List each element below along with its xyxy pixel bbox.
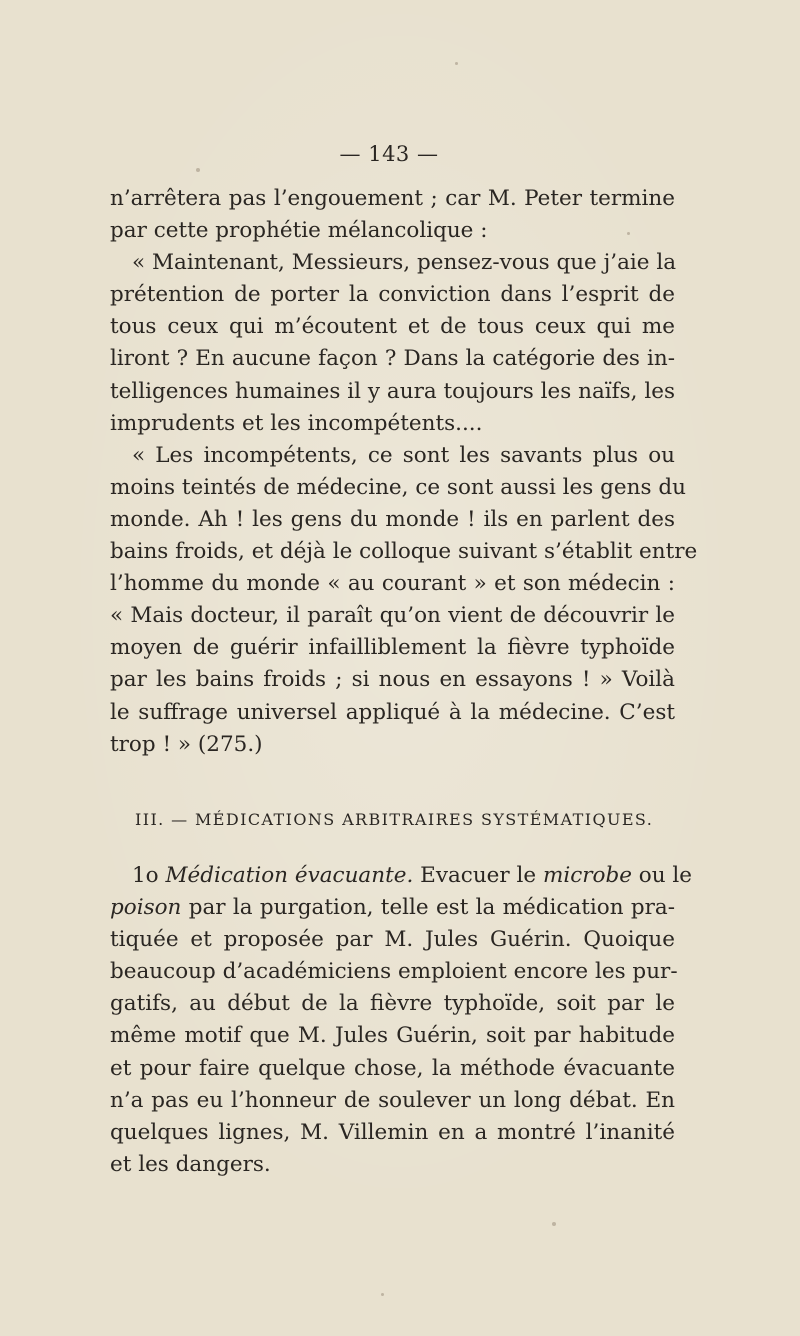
text-line: imprudents et les incompétents....: [110, 410, 483, 436]
text-line: bains froids, et déjà le colloque suivant s’établit entre: [110, 539, 698, 565]
emphasis-word: microbe: [542, 863, 632, 888]
paper-speck: [455, 62, 458, 65]
text-line: gatifs, au début de la fièvre typhoïde, soit par le: [110, 991, 675, 1017]
text-line: n’arrêtera pas l’engouement ; car M. Peter termine: [110, 186, 675, 211]
text-line: « Les incompétents, ce sont les savants plus ou: [132, 442, 675, 468]
text-fragment: ou le: [631, 863, 693, 888]
section-heading: III. — MÉDICATIONS ARBITRAIRES SYSTÉMATIQUES.: [135, 810, 654, 829]
paper-speck: [196, 168, 200, 172]
text-line: prétention de porter la conviction dans l’esprit de: [110, 282, 675, 308]
text-line: telligences humaines il y aura toujours les naïfs, les: [110, 378, 675, 404]
body-text-top: [110, 183, 698, 761]
text-line: quelques lignes, M. Villemin en a montré l’inanité: [110, 1119, 675, 1145]
text-line: monde. Ah ! les gens du monde ! ils en parlent des: [110, 506, 675, 532]
text-fragment: par la purgation, telle est la médication pra-: [181, 895, 675, 921]
page-number: — 143 —: [339, 142, 439, 166]
text-line: [110, 892, 675, 924]
body-text-section: [110, 860, 693, 1181]
text-line: le suffrage universel appliqué à la médecine. C’est: [110, 699, 675, 725]
text-line: liront ? En aucune façon ? Dans la catégorie des in-: [110, 346, 675, 372]
text-line: moyen de guérir infailliblement la fièvre typhoïde: [110, 635, 675, 661]
text-line: et les dangers.: [110, 1151, 271, 1177]
section-number: 1o: [132, 863, 159, 888]
text-line: par les bains froids ; si nous en essayons ! » Voilà: [110, 667, 675, 693]
text-line: tiquée et proposée par M. Jules Guérin. Quoique: [110, 927, 675, 953]
text-line: même motif que M. Jules Guérin, soit par habitude: [110, 1023, 675, 1049]
paper-speck: [552, 1222, 556, 1226]
paper-speck: [381, 1293, 384, 1296]
emphasis-word: poison: [110, 895, 182, 921]
text-line: par cette prophétie mélancolique :: [110, 218, 488, 244]
text-line: tous ceux qui m’écoutent et de tous ceux qui me: [110, 314, 675, 340]
text-line: beaucoup d’académiciens emploient encore les pur-: [110, 959, 678, 985]
text-line: l’homme du monde « au courant » et son médecin :: [110, 571, 675, 597]
text-line: [110, 860, 693, 892]
text-line: et pour faire quelque chose, la méthode évacuante: [110, 1055, 675, 1081]
text-line: n’a pas eu l’honneur de soulever un long débat. En: [110, 1087, 675, 1113]
text-line: trop ! » (275.): [110, 731, 263, 757]
text-line: moins teintés de médecine, ce sont aussi les gens du: [110, 474, 686, 500]
text-fragment: Evacuer le: [413, 863, 543, 888]
text-line: « Mais docteur, il paraît qu’on vient de découvrir le: [110, 603, 675, 629]
text-line: « Maintenant, Messieurs, pensez-vous que j’aie la: [132, 250, 677, 276]
section-title: Médication évacuante.: [165, 863, 414, 888]
